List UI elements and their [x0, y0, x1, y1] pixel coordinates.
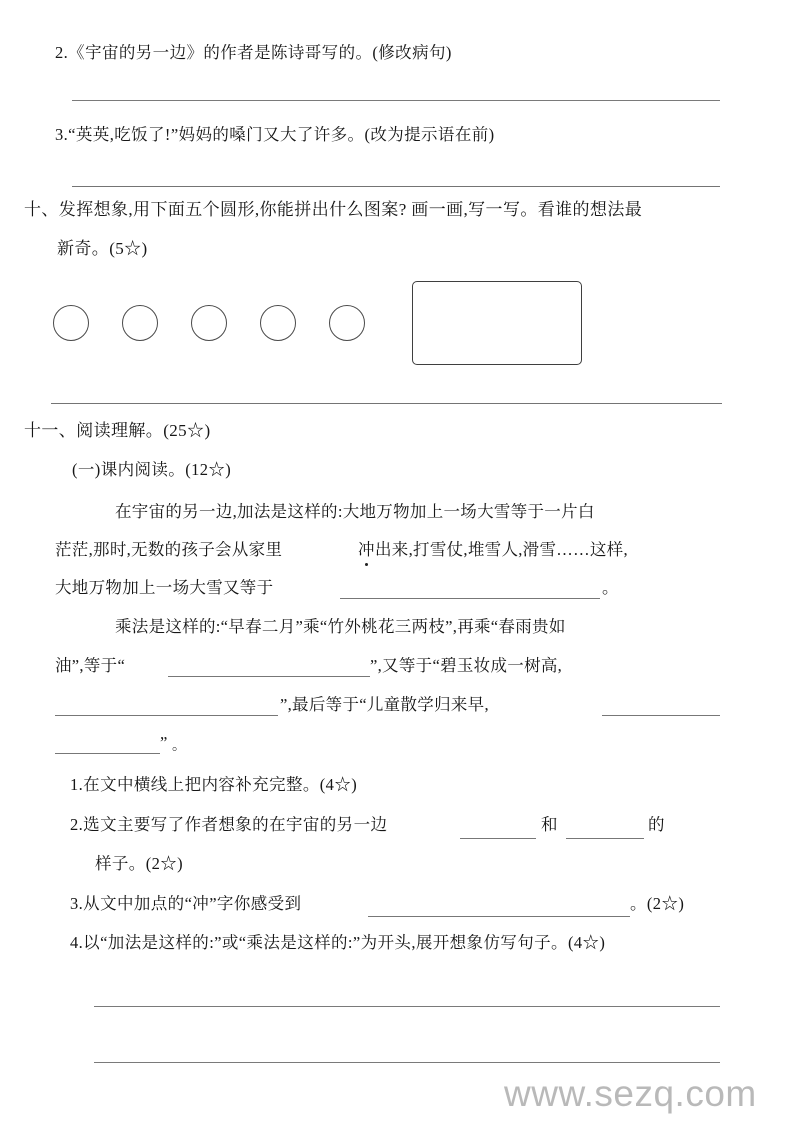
passage-p2-line4a: ” — [160, 733, 168, 752]
reading-question-1: 1.在文中横线上把内容补充完整。(4☆) — [70, 775, 358, 794]
section-eleven-heading: 十一、阅读理解。(25☆) — [24, 421, 211, 440]
reading-question-3-part-b: 。(2☆) — [630, 894, 685, 913]
emphasis-dot-icon — [365, 563, 368, 566]
shape-circle-4[interactable] — [260, 305, 296, 341]
question-2-text: 2.《宇宙的另一边》的作者是陈诗哥写的。(修改病句) — [55, 43, 452, 62]
section-separator-2 — [51, 403, 722, 404]
reading-question-2-part-b: 的 — [648, 815, 665, 834]
passage-p1-line2b: 出来,打雪仗,堆雪人,滑雪……这样, — [375, 540, 628, 559]
passage-blank-2[interactable] — [168, 676, 370, 677]
passage-p2-line4b: 。 — [172, 739, 187, 754]
reading-question-2-part-a: 2.选文主要写了作者想象的在宇宙的另一边 — [70, 815, 388, 834]
passage-p1-line3a: 大地万物加上一场大雪又等于 — [55, 578, 274, 597]
reading-question-3-blank[interactable] — [368, 916, 630, 917]
passage-p2-line3a: ”,最后等于“儿童散学归来早, — [280, 695, 489, 714]
shape-circle-1[interactable] — [53, 305, 89, 341]
passage-blank-4[interactable] — [602, 715, 720, 716]
passage-p1-line3b: 。 — [602, 578, 619, 597]
passage-p1-line1: 在宇宙的另一边,加法是这样的:大地万物加上一场大雪等于一片白 — [115, 502, 595, 521]
reading-question-2-line2: 样子。(2☆) — [95, 854, 184, 873]
passage-p1-line2-emphasis-char: 冲 — [358, 540, 375, 559]
drawing-answer-box[interactable] — [412, 281, 582, 365]
answer-rule-q4-line1[interactable] — [94, 1006, 720, 1007]
section-ten-heading-line1: 十、发挥想象,用下面五个圆形,你能拼出什么图案? 画一画,写一写。看谁的想法最 — [24, 200, 643, 219]
passage-blank-1[interactable] — [340, 598, 600, 599]
section-eleven-subheading: (一)课内阅读。(12☆) — [72, 460, 232, 479]
site-watermark: www.sezq.com — [504, 1073, 757, 1114]
section-separator-1 — [72, 186, 720, 187]
answer-rule-q4-line2[interactable] — [94, 1062, 720, 1063]
passage-p2-line2a: 油”,等于“ — [55, 656, 126, 675]
reading-question-2-blank-1[interactable] — [460, 838, 536, 839]
passage-blank-5[interactable] — [55, 753, 160, 754]
shape-circle-3[interactable] — [191, 305, 227, 341]
reading-question-3-part-a: 3.从文中加点的“冲”字你感受到 — [70, 894, 302, 913]
passage-blank-3[interactable] — [55, 715, 278, 716]
reading-question-4: 4.以“加法是这样的:”或“乘法是这样的:”为开头,展开想象仿写句子。(4☆) — [70, 933, 606, 952]
answer-rule-q2[interactable] — [72, 100, 720, 101]
question-3-text: 3.“英英,吃饭了!”妈妈的嗓门又大了许多。(改为提示语在前) — [55, 125, 495, 144]
section-ten-heading-line2: 新奇。(5☆) — [57, 239, 148, 258]
reading-question-2-connector: 和 — [541, 815, 558, 834]
passage-p1-line2a: 茫茫,那时,无数的孩子会从家里 — [55, 540, 283, 559]
shape-circle-5[interactable] — [329, 305, 365, 341]
passage-p2-line2b: ”,又等于“碧玉妆成一树高, — [370, 656, 563, 675]
passage-p2-line1: 乘法是这样的:“早春二月”乘“竹外桃花三两枝”,再乘“春雨贵如 — [115, 617, 566, 636]
reading-question-2-blank-2[interactable] — [566, 838, 644, 839]
shape-circle-2[interactable] — [122, 305, 158, 341]
